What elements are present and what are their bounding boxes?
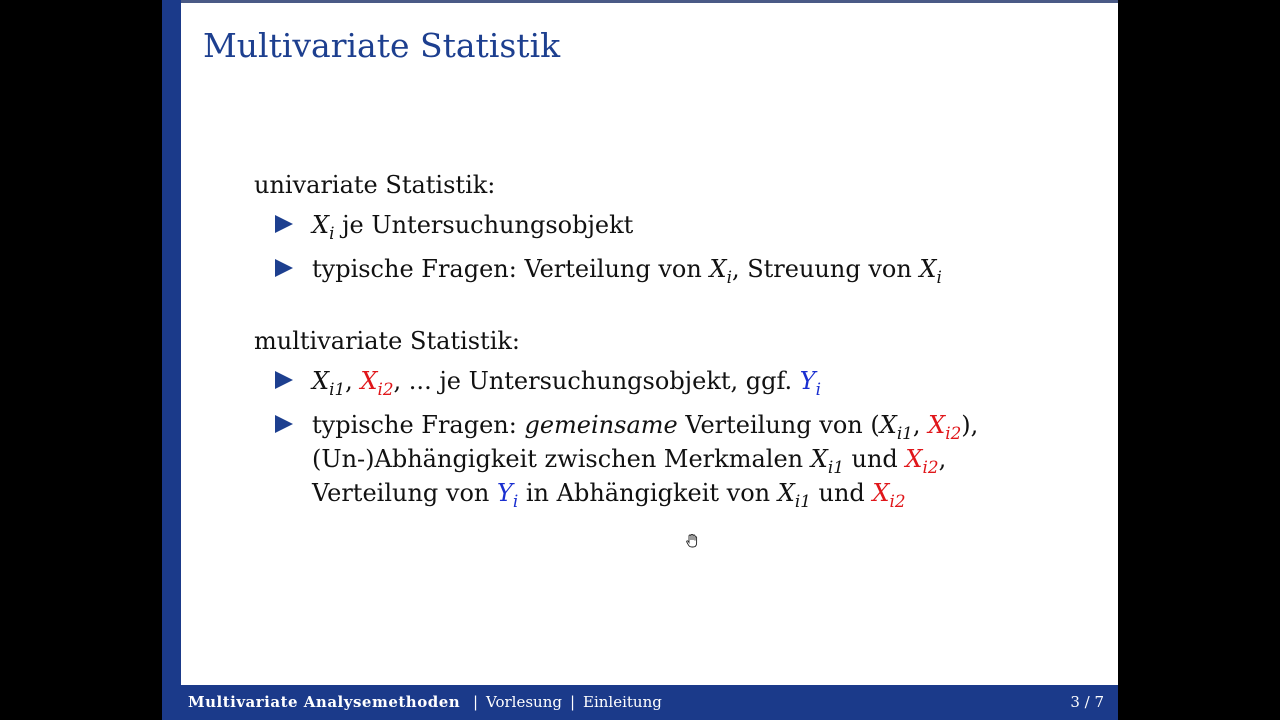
list-item xyxy=(254,408,1074,510)
bullet-triangle-icon xyxy=(275,371,293,389)
list-item xyxy=(254,364,1074,398)
math-var-blue: $Y_i$ xyxy=(799,367,821,399)
page-number: 3 / 7 xyxy=(1070,693,1104,711)
math-var-red: $X_{i2}$ xyxy=(360,367,394,399)
math-var: $X_i$ xyxy=(919,255,942,287)
math-var-red: $X_{i2}$ xyxy=(905,445,939,477)
section-heading-multivariate: multivariate Statistik: xyxy=(254,327,520,355)
math-var: $X_{i1}$ xyxy=(312,367,346,399)
footer-type: Vorlesung xyxy=(486,693,562,711)
footer-breadcrumb xyxy=(188,693,662,711)
list-item xyxy=(254,252,1074,286)
item-text: , Streuung von xyxy=(731,255,920,283)
section-heading-univariate: univariate Statistik: xyxy=(254,171,496,199)
slide-footer xyxy=(162,685,1118,720)
bullet-triangle-icon xyxy=(275,215,293,233)
math-var: $X_i$ xyxy=(312,211,335,243)
math-var: $X_{i1}$ xyxy=(879,411,913,443)
footer-chapter: Einleitung xyxy=(583,693,662,711)
math-var-blue: $Y_i$ xyxy=(497,479,519,511)
item-line: Verteilung von $Y_i$ in Abhängigkeit von $X_{i1}$ und $X_{i2}$ xyxy=(312,479,906,511)
math-var: $X_{i1}$ xyxy=(777,479,811,511)
multivariate-list xyxy=(254,364,1074,510)
slide xyxy=(162,0,1118,720)
footer-course: Multivariate Analysemethoden xyxy=(188,693,461,711)
footer-separator: | xyxy=(569,693,576,711)
item-text: typische Fragen: Verteilung von xyxy=(312,255,710,283)
slide-title: Multivariate Statistik xyxy=(203,26,561,65)
slide-content xyxy=(254,168,1074,520)
item-text: , ... je Untersuchungsobjekt, ggf. xyxy=(393,367,800,395)
math-var: $X_i$ xyxy=(709,255,732,287)
list-item xyxy=(254,208,1074,242)
univariate-list xyxy=(254,208,1074,286)
item-line: typische Fragen: gemeinsame Verteilung von ($X_{i1}$, $X_{i2}$), xyxy=(312,411,979,443)
footer-separator: | xyxy=(472,693,478,711)
item-text: , xyxy=(345,367,361,395)
bullet-triangle-icon xyxy=(275,259,293,277)
math-var-red: $X_{i2}$ xyxy=(872,479,906,511)
math-var: $X_{i1}$ xyxy=(810,445,844,477)
slide-top-line xyxy=(181,0,1118,3)
slide-left-bar xyxy=(162,0,181,720)
math-var-red: $X_{i2}$ xyxy=(928,411,962,443)
item-line: (Un-)Abhängigkeit zwischen Merkmalen $X_{i1}$ und $X_{i2}$, xyxy=(312,445,947,477)
hand-cursor-icon xyxy=(686,534,698,548)
item-text: je Untersuchungsobjekt xyxy=(334,211,634,239)
emphasis-text: gemeinsame xyxy=(524,411,678,439)
bullet-triangle-icon xyxy=(275,415,293,433)
